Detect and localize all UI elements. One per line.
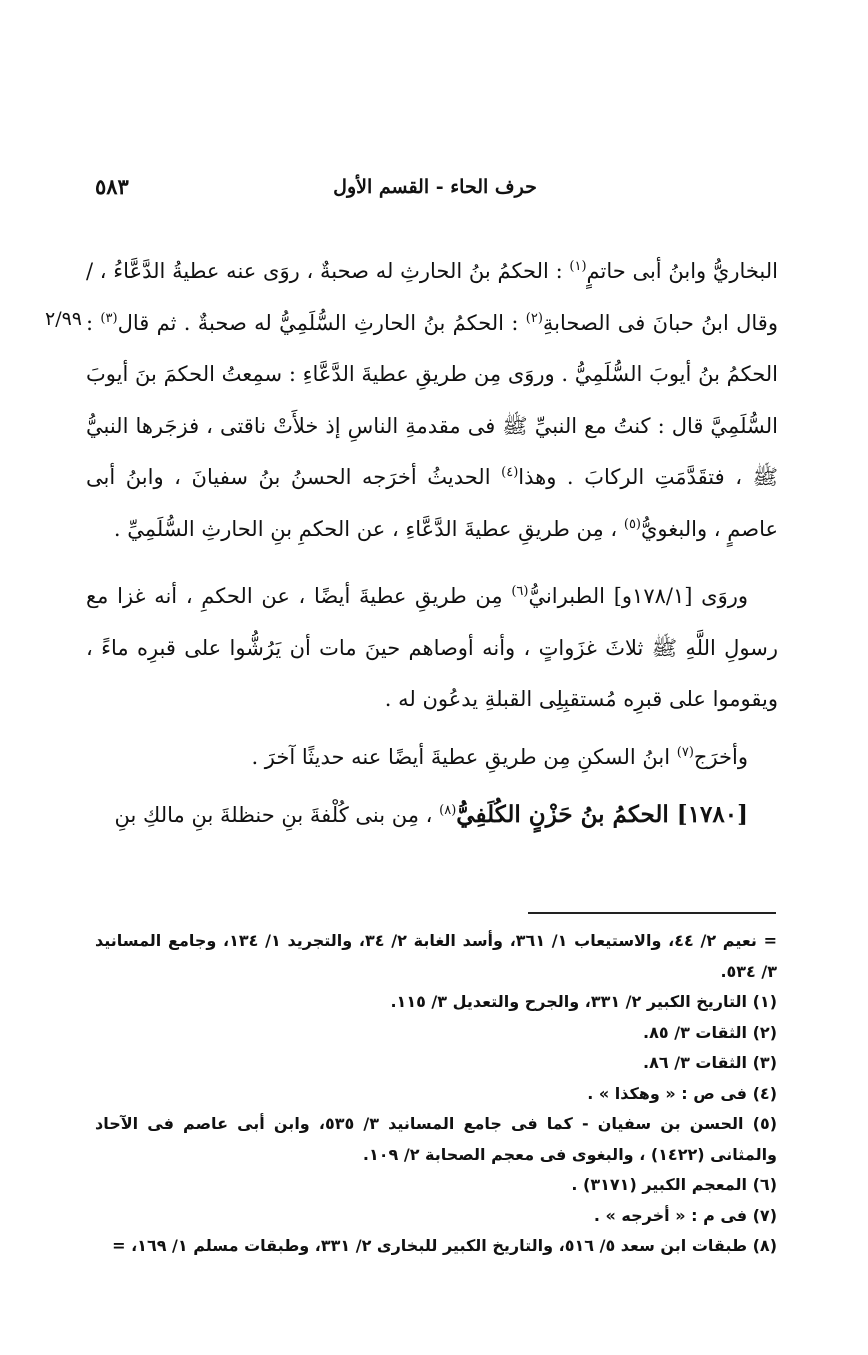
text-run: ، مِن طريقِ عطيةَ الدَّعَّاءِ ، عن الحكمِ بنِ الحارثِ السُّلَمِيِّ . <box>113 516 624 541</box>
footnote: (٢) الثقات ٣/ ٨٥. <box>643 1022 777 1042</box>
text-run: ابنُ السكنِ مِن طريقِ عطيةَ أيضًا عنه حديثًا آخرَ . <box>251 744 677 769</box>
footnote: (٤) فى ص : « وهكذا » . <box>587 1083 777 1103</box>
text-run: وأخرَج <box>693 744 748 769</box>
text-run: مِن طريقِ عطيةَ أيضًا ، عن الحكمِ ، أنه غزا مع رسولِ اللَّهِ ﷺ ثلاثَ غزَواتٍ ، وأنه أوصاهم حينَ مات أن يَرُشُّوا على قبرِه ماءً ، ويقوموا على قبرِه مُستقبِلِى القبلةِ يدعُون له . <box>86 584 778 711</box>
paragraph <box>86 246 778 555</box>
main-text <box>86 246 778 842</box>
paragraph <box>86 732 778 784</box>
text-run: : الحكمُ بنُ الحارثِ له صحبةٌ ، روَى عنه عطيةُ الدَّعَّاءُ ، /وقال ابنُ حبانَ فى الصحابةِ <box>86 259 778 335</box>
footnote: (٥) الحسن بن سفيان - كما فى جامع المسانيد ٣/ ٥٣٥، وابن أبى عاصم فى الآحاد والمثانى (١٤٢٢) ، والبغوى فى معجم الصحابة ٢/ ١٠٩. <box>95 1114 778 1164</box>
footnote-ref: (٥) <box>623 516 641 532</box>
paragraph <box>86 571 778 726</box>
footnote: (٣) الثقات ٣/ ٨٦. <box>643 1053 777 1072</box>
margin-reference: ٢/٩٩ <box>45 308 83 330</box>
text-run: وروَى [١٧٨/١و] الطبرانيُّ <box>528 584 748 608</box>
entry-name: الحكمُ بنُ حَزْنٍ الكُلَفِيُّ <box>456 801 677 828</box>
text-run: : الحكمُ بنُ أيوبَ السُّلَمِيُّ . وروَى مِن طريقِ عطيةَ الدَّعَّاءِ : سمِعتُ الحكمَ بنَ أيوبَ السُّلَمِيَّ قال : كنتُ مع النبيِّ ﷺ فى مقدمةِ الناسِ إذ خلأَتْ ناقتى ، فزجَرها النبيُّ ﷺ ، فتقَدَّمَتِ الركابَ . وهذا <box>86 310 778 489</box>
footnote: = نعيم ٢/ ٤٤، والاستيعاب ١/ ٣٦١، وأسد الغابة ٢/ ٣٤، والتجريد ١/ ١٣٤، وجامع المسانيد ٣/ ٥٣٤. <box>95 931 778 981</box>
running-header <box>95 172 775 208</box>
footnote: (٨) طبقات ابن سعد ٥/ ٥١٦، والتاريخ الكبير للبخارى ٢/ ٣٣١، وطبقات مسلم ١/ ١٦٩، = <box>112 1236 777 1255</box>
entry-heading <box>86 789 778 842</box>
footnote-ref: (١) <box>569 259 587 274</box>
text-run: البخاريُّ وابنُ أبى حاتمٍ <box>586 259 778 283</box>
footnote-ref: (٢) <box>525 310 543 326</box>
footnote-ref: (٦) <box>511 584 529 599</box>
footnote-ref: (٣) <box>100 310 118 326</box>
footnote: (١) التاريخ الكبير ٢/ ٣٣١، والجرح والتعديل ٣/ ١١٥. <box>390 992 777 1011</box>
page-number: ٥٨٣ <box>95 174 129 199</box>
entry-number: [١٧٨٠] <box>676 801 748 828</box>
footnote-divider <box>528 912 776 914</box>
footnote: (٦) المعجم الكبير (٣١٧١) . <box>571 1175 777 1194</box>
text-run: الحديثُ أخرَجه الحسنُ بنُ سفيانَ ، وابنُ أبى عاصمٍ ، والبغويُّ <box>86 465 778 541</box>
footnote: (٧) فى م : « أخرجه » . <box>593 1205 777 1225</box>
footnote-ref: (٧) <box>676 744 694 760</box>
footnote-ref: (٨) <box>439 803 457 818</box>
footnotes <box>95 926 777 1262</box>
text-run: : الحكمُ بنُ الحارثِ السُّلَمِيُّ له صحبةٌ . ثم قال <box>117 310 526 335</box>
header-title: حرف الحاء - القسم الأول <box>333 176 537 198</box>
footnote-ref: (٤) <box>501 465 519 480</box>
text-run: ، مِن بنى كُلْفةَ بنِ حنظلةَ بنِ مالكِ بنِ <box>114 803 440 827</box>
